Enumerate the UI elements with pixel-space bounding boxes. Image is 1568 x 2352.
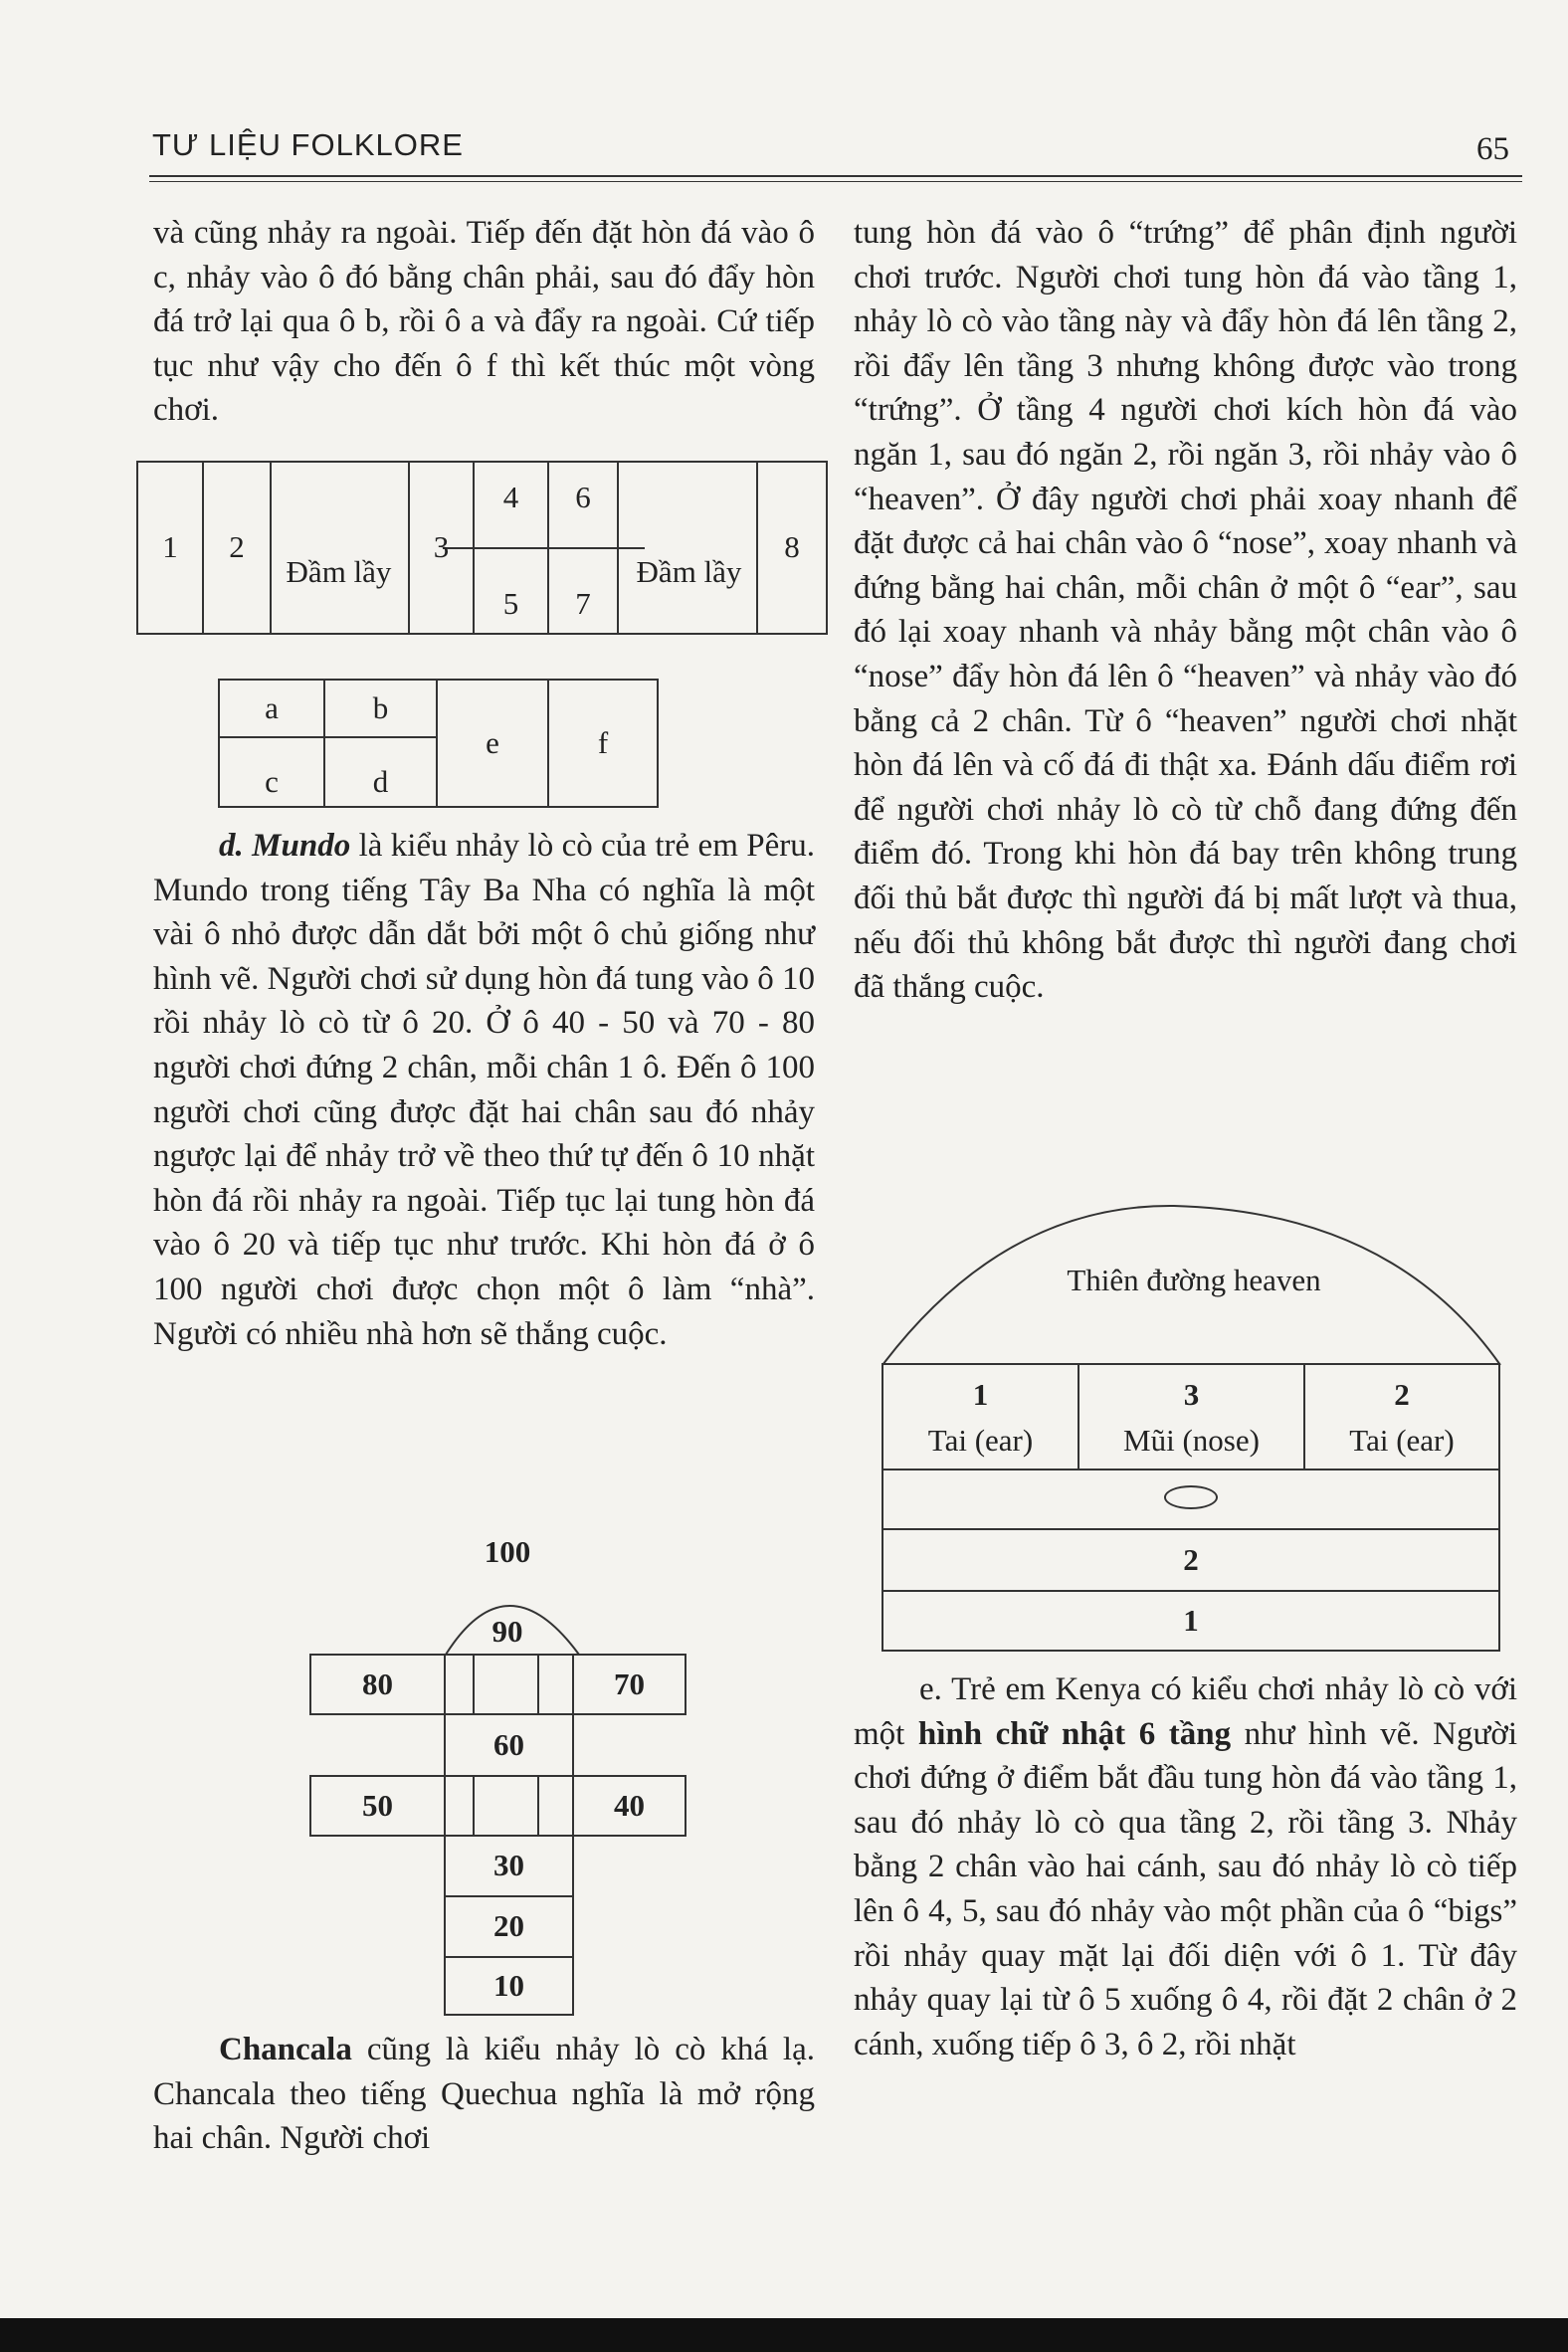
cell-swamp-right: Đầm lầy <box>636 553 742 589</box>
cell-1: 1 <box>162 529 178 565</box>
header-rule-thin <box>149 181 1522 182</box>
label-90: 90 <box>491 1613 523 1649</box>
cell-e: e <box>486 724 499 760</box>
ear-left-label: Tai (ear) <box>927 1422 1034 1458</box>
cell-40: 40 <box>614 1787 645 1823</box>
emphasis-rectangle: hình chữ nhật 6 tầng <box>917 1715 1232 1752</box>
page-number: 65 <box>1476 131 1509 167</box>
heaven-label: Thiên đường heaven <box>1067 1262 1321 1297</box>
paragraph-text: e. Trẻ em Kenya có kiểu chơi nhảy lò cò với một <box>854 1671 1517 1752</box>
cell-d: d <box>372 763 389 799</box>
cell-swamp-left: Đầm lầy <box>286 553 392 589</box>
label-100: 100 <box>484 1533 531 1569</box>
cell-c: c <box>265 763 279 799</box>
paragraph-text: là kiểu nhảy lò cò của trẻ em Pêru. Mundo trong tiếng Tây Ba Nha có nghĩa là một vài ô nhỏ được dẫn dắt bởi một ô chủ giống như hình vẽ. Người chơi sử dụng hòn đá tung vào ô 10 rồi nhảy lò cò từ ô 20. Ở ô 40 - 50 và 70 - 80 người chơi đứng 2 chân, mỗi chân 1 ô. Đến ô 100 người chơi cũng được đặt hai chân sau đó nhảy ngược lại để nhảy trở về theo thứ tự đến ô 10 nhặt hòn đá rồi nhảy ra ngoài. Tiếp tục lại tung hòn đá vào ô 20 và tiếp tục như trước. Khi hòn đá ở ô 100 người chơi được chọn một ô làm “nhà”. Người có nhiều nhà hơn sẽ thắng cuộc. <box>153 828 815 1352</box>
row-1: 1 <box>1183 1602 1199 1638</box>
paragraph-text: cũng là kiểu nhảy lò cò khá lạ. Chancala theo tiếng Quechua nghĩa là mở rộng hai chân. Người chơi <box>153 2032 815 2157</box>
left-paragraph-chancala <box>153 2028 815 2161</box>
cell-5: 5 <box>502 585 519 621</box>
right-paragraph-kenya <box>854 1667 1517 2066</box>
cell-7: 7 <box>575 585 591 621</box>
header-rule <box>149 175 1522 177</box>
paragraph-text: và cũng nhảy ra ngoài. Tiếp đến đặt hòn đá vào ô c, nhảy vào ô đó bằng chân phải, sau đó đẩy hòn đá trở lại qua ô b, rồi ô a và đẩy ra ngoài. Cứ tiếp tục như vậy cho đến ô f thì kết thúc một vòng chơi. <box>153 215 815 429</box>
section-lead-mundo: d. Mundo <box>219 828 351 864</box>
left-paragraph-1 <box>153 211 815 433</box>
cell-60: 60 <box>493 1726 524 1762</box>
left-paragraph-mundo <box>153 824 815 1356</box>
paragraph-text: tung hòn đá vào ô “trứng” để phân định người chơi trước. Người chơi tung hòn đá vào tầng 1, nhảy lò cò vào tầng này và đẩy hòn đá lên tầng 2, rồi đẩy lên tầng 3 nhưng không được vào trong “trứng”. Ở tầng 4 người chơi kích hòn đá vào ngăn 1, sau đó ngăn 2, rồi ngăn 3, rồi nhảy vào ô “heaven”. Ở đây người chơi phải xoay nhanh để đặt được cả hai chân vào ô “nose”, xoay nhanh và đứng bằng hai chân, mỗi chân ở một ô “ear”, sau đó lại xoay nhanh và nhảy bằng một chân vào ô “nose” đẩy hòn đá lên ô “heaven” và nhảy vào đó bằng cả 2 chân. Từ ô “heaven” người chơi nhặt hòn đá lên và cố đá đi thật xa. Đánh dấu điểm rơi để người chơi nhảy lò cò từ chỗ đang đứng đến điểm đó. Trong khi hòn đá bay trên không trung đối thủ bắt được thì người đá bị mất lượt và thua, nếu đối thủ không bắt được thì người đang chơi đã thắng cuộc. <box>854 215 1517 1006</box>
cell-8: 8 <box>784 529 800 565</box>
nose-label: Mũi (nose) <box>1123 1422 1260 1458</box>
ear-left-number: 1 <box>972 1376 989 1412</box>
cell-30: 30 <box>493 1848 524 1883</box>
cell-20: 20 <box>493 1908 524 1944</box>
paragraph-text: như hình vẽ. Người chơi đứng ở điểm bắt đầu tung hòn đá vào tầng 1, sau đó nhảy lò cò qua tầng 2, rồi tầng 3. Nhảy bằng 2 chân vào hai cánh, sau đó nhảy lò cò tiếp lên ô 4, 5, sau đó nhảy vào một phần của ô “bigs” rồi nhảy quay mặt lại đối diện với ô 1. Từ đây nhảy quay lại từ ô 5 xuống ô 4, rồi đặt 2 chân ở 2 cánh, xuống tiếp ô 3, ô 2, rồi nhặt <box>854 1715 1517 2062</box>
egg-oval <box>1164 1485 1218 1509</box>
running-title: TƯ LIỆU FOLKLORE <box>152 127 464 162</box>
cell-50: 50 <box>362 1787 393 1823</box>
cell-f: f <box>597 724 609 760</box>
cell-4: 4 <box>502 479 519 514</box>
cell-3: 3 <box>433 529 450 565</box>
row-2: 2 <box>1183 1541 1199 1577</box>
section-lead-chancala: Chancala <box>219 2032 352 2067</box>
cell-6: 6 <box>575 479 591 514</box>
cell-70: 70 <box>614 1666 645 1701</box>
cell-10: 10 <box>493 1967 524 2003</box>
cell-80: 80 <box>362 1666 393 1701</box>
cell-a: a <box>265 689 279 725</box>
right-paragraph-1 <box>854 211 1517 1010</box>
cell-b: b <box>372 689 389 725</box>
nose-number: 3 <box>1183 1376 1200 1412</box>
cell-2: 2 <box>229 529 245 565</box>
scan-edge <box>0 2318 1568 2352</box>
ear-right-label: Tai (ear) <box>1349 1422 1455 1458</box>
ear-right-number: 2 <box>1394 1376 1410 1412</box>
